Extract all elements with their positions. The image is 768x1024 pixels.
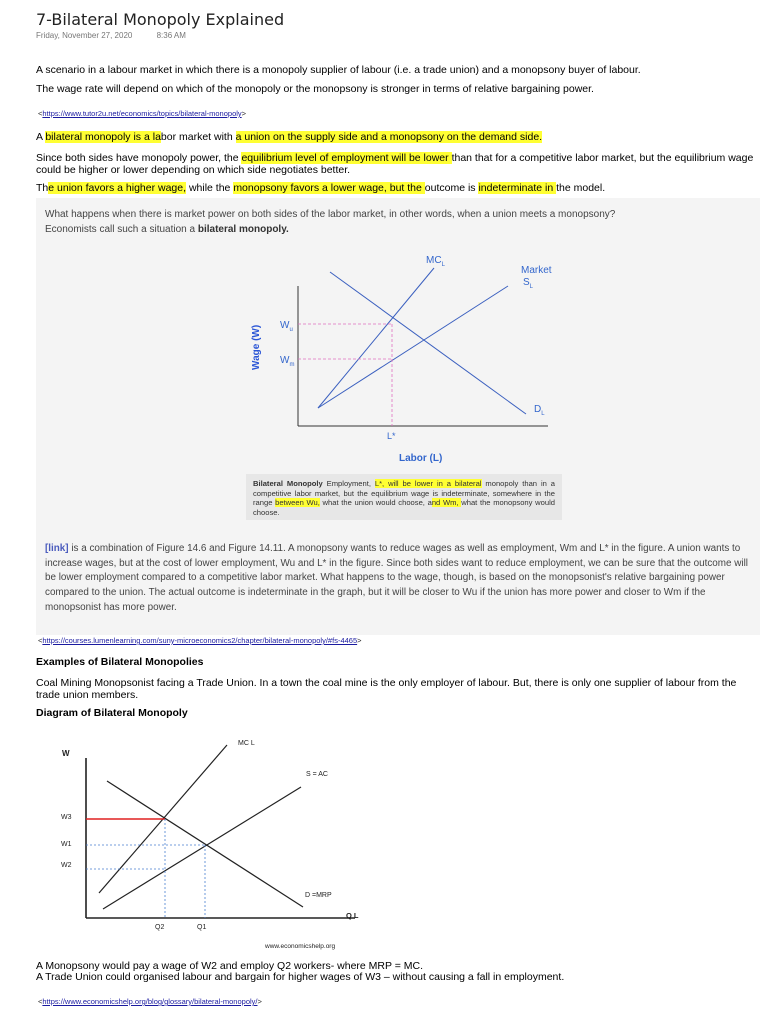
lumen-intro: What happens when there is market power on both sides of the labor market, in other words, when a union meets a monopsony? Economists call such a situation a bilateral monopoly. bbox=[45, 209, 616, 235]
tutor2u-link[interactable]: https://www.tutor2u.net/economics/topics/bilateral-monopoly bbox=[42, 109, 242, 118]
mc-label: $MC_L$ bbox=[426, 255, 445, 268]
w2-label: W2 bbox=[61, 862, 72, 869]
highlight-employment-lower: equilibrium level of employment will be lower bbox=[241, 152, 452, 164]
figure-link[interactable]: [link] bbox=[45, 543, 69, 554]
page-date: Friday, November 27, 2020 bbox=[36, 31, 133, 40]
highlight-bilateral-monopoly: bilateral monopoly is a la bbox=[45, 131, 161, 143]
economicshelp-credit: www.economicshelp.org bbox=[265, 943, 336, 950]
intro-paragraph-1: A scenario in a labour market in which there is a monopoly supplier of labour (i.e. a trade union) and a monopsony buyer of labour. bbox=[36, 64, 641, 76]
w1-label: W1 bbox=[61, 841, 72, 848]
source-link-row-1: <https://www.tutor2u.net/economics/topics/bilateral-monopoly> bbox=[38, 109, 247, 118]
mc-curve bbox=[318, 268, 434, 408]
mcl-label: MC L bbox=[238, 740, 255, 747]
conclusion-line-2: A Trade Union could organised labour and bargain for higher wages of W3 – without causing a fall in employment. bbox=[36, 971, 565, 983]
page-meta bbox=[36, 31, 208, 40]
wm-label: $W_m$ bbox=[280, 355, 295, 368]
lumenlearning-link[interactable]: https://courses.lumenlearning.com/suny-microeconomics2/chapter/bilateral-monopoly/#fs-4465 bbox=[42, 636, 358, 645]
examples-text: Coal Mining Monopsonist facing a Trade Union. In a town the coal mine is the only employer of labour. But, there is only one supplier of labour from the trade union members. bbox=[36, 677, 737, 701]
highlight-monopsony-favors: monopsony favors a lower wage, but the bbox=[233, 182, 425, 194]
q1-label: Q1 bbox=[197, 924, 207, 931]
lumen-body-paragraph: [link] is a combination of Figure 14.6 and Figure 14.11. A monopsony wants to reduce wages as well as employment, Wm and L* in the figure. A union wants to increase wages, but at the cost of lower employment, Wu and L* in the figure. Since both sides want to reduce employment, we can be sure that the outcome will be lower employment compared to a competitive labor market. What happens to the wage, though, is based on the monopsonist's relative bargaining power compared to the union. The actual outcome is indeterminate in the graph, but it will be closer to Wu if the union has more power and closer to Wm if the monopsonist has more power. bbox=[45, 543, 748, 613]
intro-paragraph-2: The wage rate will depend on which of the monopoly or the monopsony is stronger in terms of relative bargaining power. bbox=[36, 83, 594, 95]
dmrp-label: D =MRP bbox=[305, 892, 332, 899]
lstar-label: L* bbox=[387, 431, 396, 441]
supply-curve bbox=[318, 286, 508, 408]
x-axis-label: Labor (L) bbox=[399, 453, 443, 464]
diagram-heading: Diagram of Bilateral Monopoly bbox=[36, 707, 188, 719]
supply-label: $S_L$ bbox=[523, 277, 534, 290]
page-time: 8:36 AM bbox=[156, 31, 186, 40]
bilateral-monopoly-figure bbox=[236, 246, 576, 468]
caption-highlight-wm: nd Wm, bbox=[431, 498, 462, 508]
coal-mine-diagram bbox=[55, 733, 375, 953]
conclusion-line-1: A Monopsony would pay a wage of W2 and employ Q2 workers- where MRP = MC. bbox=[36, 960, 424, 972]
examples-heading: Examples of Bilateral Monopolies bbox=[36, 656, 204, 668]
outcome-paragraph: The union favors a higher wage, while the monopsony favors a lower wage, but the outcome is indeterminate in the model. bbox=[36, 182, 606, 194]
sac-label: S = AC bbox=[306, 771, 328, 778]
economicshelp-link[interactable]: https://www.economicshelp.org/blog/glossary/bilateral-monopoly/ bbox=[42, 997, 258, 1006]
source-link-row-2: <https://courses.lumenlearning.com/suny-microeconomics2/chapter/bilateral-monopoly/#fs-4465> bbox=[38, 636, 362, 645]
highlight-union-monopsony: a union on the supply side and a monopsony on the demand side. bbox=[235, 131, 543, 143]
ql-label: Q L bbox=[346, 911, 359, 920]
source-link-row-3: <https://www.economicshelp.org/blog/glossary/bilateral-monopoly/> bbox=[38, 997, 262, 1006]
market-label: Market bbox=[521, 265, 552, 276]
figure-caption: Bilateral Monopoly Employment, L*, will be lower in a bilateral monopoly than in a competitive labor market, but the equilibrium wage is indeterminate, somewhere in the range between Wu, what the union would choose, and Wm, what the monopsony would choose. bbox=[253, 479, 555, 517]
w3-label: W3 bbox=[61, 814, 72, 821]
sac-curve bbox=[103, 787, 301, 909]
highlight-union-favors: e union favors a higher wage, bbox=[48, 182, 187, 194]
highlight-indeterminate: indeterminate in bbox=[478, 182, 557, 194]
page-title: 7-Bilateral Monopoly Explained bbox=[36, 10, 285, 29]
wu-label: $W_u$ bbox=[280, 320, 293, 333]
w-axis-label: W bbox=[62, 749, 70, 758]
employment-paragraph: Since both sides have monopoly power, the equilibrium level of employment will be lower than that for a competitive labor market, but the equilibrium wage could be higher or lower depending on which side negotiates better. bbox=[36, 152, 754, 176]
definition-paragraph: A bilateral monopoly is a labor market with a union on the supply side and a monopsony on the demand side. bbox=[36, 131, 543, 143]
caption-highlight-employment: L*, will be lower in a bilateral bbox=[374, 479, 482, 488]
y-axis-label: Wage (W) bbox=[251, 324, 262, 370]
caption-highlight-wu: between Wu, bbox=[275, 498, 320, 508]
q2-label: Q2 bbox=[155, 924, 165, 931]
demand-label: $D_L$ bbox=[534, 404, 545, 417]
